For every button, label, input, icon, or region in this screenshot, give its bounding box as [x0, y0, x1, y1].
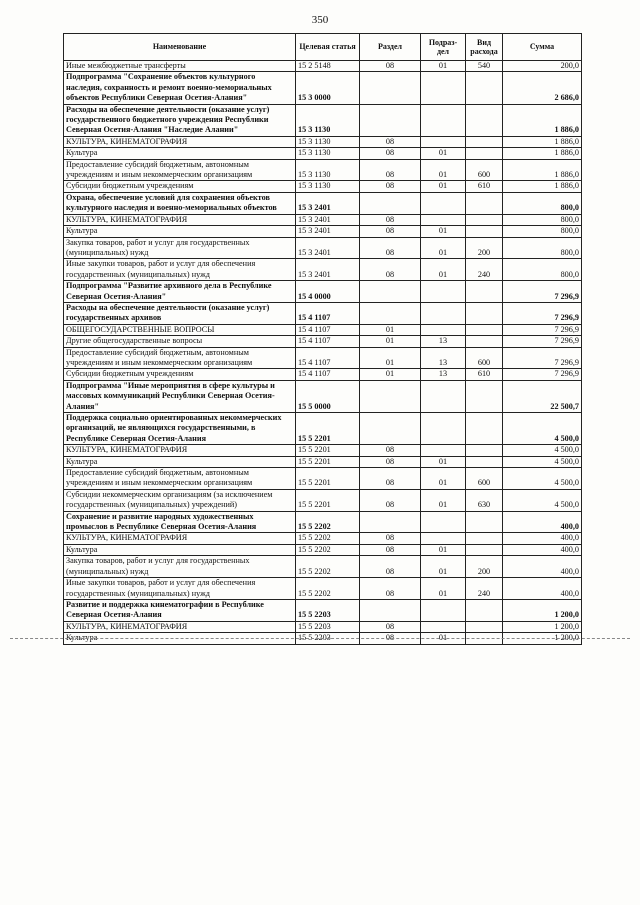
cell-expense-type — [466, 72, 503, 104]
cell-section: 08 — [360, 621, 421, 632]
cell-code: 15 5 2202 — [296, 556, 360, 578]
cell-section: 08 — [360, 136, 421, 147]
cell-expense-type — [466, 533, 503, 544]
cell-subsection — [421, 599, 466, 621]
header-name: Наименование — [64, 34, 296, 61]
table-row — [64, 259, 582, 281]
table-row — [64, 281, 582, 303]
cell-section — [360, 599, 421, 621]
cell-expense-type — [466, 380, 503, 412]
cell-code: 15 3 1130 — [296, 159, 360, 181]
cell-section: 08 — [360, 556, 421, 578]
cell-code: 15 5 2203 — [296, 621, 360, 632]
cell-subsection: 13 — [421, 369, 466, 380]
cell-amount: 2 686,0 — [503, 72, 582, 104]
cell-section: 08 — [360, 259, 421, 281]
cell-section: 08 — [360, 489, 421, 511]
cell-amount: 1 200,0 — [503, 599, 582, 621]
cell-expense-type: 610 — [466, 369, 503, 380]
cell-subsection — [421, 380, 466, 412]
cell-amount: 1 886,0 — [503, 159, 582, 181]
cell-subsection: 01 — [421, 468, 466, 490]
cell-code: 15 3 1130 — [296, 181, 360, 192]
cell-subsection — [421, 511, 466, 533]
cell-name: Субсидии бюджетным учреждениям — [64, 181, 296, 192]
cell-subsection: 13 — [421, 347, 466, 369]
table-row — [64, 192, 582, 214]
cell-section: 01 — [360, 324, 421, 335]
table-row — [64, 159, 582, 181]
cell-amount: 1 886,0 — [503, 148, 582, 159]
cell-expense-type: 200 — [466, 556, 503, 578]
cell-code: 15 4 1107 — [296, 336, 360, 347]
cell-amount: 800,0 — [503, 226, 582, 237]
cell-expense-type — [466, 456, 503, 467]
cell-name: ОБЩЕГОСУДАРСТВЕННЫЕ ВОПРОСЫ — [64, 324, 296, 335]
table-row — [64, 181, 582, 192]
cell-amount: 4 500,0 — [503, 468, 582, 490]
cell-code: 15 5 2202 — [296, 533, 360, 544]
cell-subsection — [421, 324, 466, 335]
cell-expense-type: 240 — [466, 259, 503, 281]
table-body — [64, 61, 582, 645]
cell-amount: 1 886,0 — [503, 181, 582, 192]
cell-section: 01 — [360, 347, 421, 369]
table-row — [64, 380, 582, 412]
table-row — [64, 237, 582, 259]
cell-amount: 7 296,9 — [503, 336, 582, 347]
header-subsection: Подраз-дел — [421, 34, 466, 61]
cell-name: Другие общегосударственные вопросы — [64, 336, 296, 347]
cell-name: Подпрограмма "Иные мероприятия в сфере культуры и массовых коммуникаций Республики Северная Осетия-Алания" — [64, 380, 296, 412]
budget-table — [63, 33, 582, 645]
cell-section: 08 — [360, 533, 421, 544]
cell-amount: 400,0 — [503, 578, 582, 600]
cell-subsection — [421, 621, 466, 632]
cell-name: Предоставление субсидий бюджетным, автономным учреждениям и иным некоммерческим организациям — [64, 468, 296, 490]
cell-subsection — [421, 104, 466, 136]
cell-subsection: 01 — [421, 544, 466, 555]
cell-code: 15 3 1130 — [296, 148, 360, 159]
cell-amount: 1 886,0 — [503, 104, 582, 136]
cell-name: Закупка товаров, работ и услуг для государственных (муниципальных) нужд — [64, 556, 296, 578]
cell-name: Иные межбюджетные трансферты — [64, 61, 296, 72]
cell-expense-type — [466, 544, 503, 555]
cell-subsection: 01 — [421, 237, 466, 259]
cell-amount: 400,0 — [503, 511, 582, 533]
cell-amount: 800,0 — [503, 259, 582, 281]
cell-amount: 400,0 — [503, 544, 582, 555]
cell-section — [360, 380, 421, 412]
cell-name: Предоставление субсидий бюджетным, автономным учреждениям и иным некоммерческим организациям — [64, 159, 296, 181]
cell-name: Предоставление субсидий бюджетным, автономным учреждениям и иным некоммерческим организациям — [64, 347, 296, 369]
cell-name: КУЛЬТУРА, КИНЕМАТОГРАФИЯ — [64, 621, 296, 632]
cell-name: Расходы на обеспечение деятельности (оказание услуг) государственного бюджетного учреждения Республики Северная Осетия-Алания "Наследие Алании" — [64, 104, 296, 136]
header-section: Раздел — [360, 34, 421, 61]
header-expense-type: Вид расхода — [466, 34, 503, 61]
cell-section: 01 — [360, 369, 421, 380]
cell-code: 15 3 2401 — [296, 237, 360, 259]
cell-expense-type: 600 — [466, 159, 503, 181]
cell-amount: 1 200,0 — [503, 621, 582, 632]
cell-code: 15 4 1107 — [296, 347, 360, 369]
cell-subsection — [421, 192, 466, 214]
cell-subsection — [421, 214, 466, 225]
cell-code: 15 3 2401 — [296, 214, 360, 225]
header-amount: Сумма — [503, 34, 582, 61]
table-row — [64, 324, 582, 335]
cell-subsection: 01 — [421, 633, 466, 644]
cell-expense-type: 600 — [466, 468, 503, 490]
table-row — [64, 511, 582, 533]
cell-section — [360, 72, 421, 104]
cell-subsection: 01 — [421, 181, 466, 192]
table-row — [64, 226, 582, 237]
cell-subsection: 01 — [421, 226, 466, 237]
cell-name: Культура — [64, 544, 296, 555]
table-row — [64, 61, 582, 72]
cell-expense-type: 240 — [466, 578, 503, 600]
cell-expense-type — [466, 281, 503, 303]
header-row — [64, 34, 582, 61]
table-row — [64, 621, 582, 632]
cell-expense-type: 630 — [466, 489, 503, 511]
cell-code: 15 3 2401 — [296, 259, 360, 281]
cell-name: КУЛЬТУРА, КИНЕМАТОГРАФИЯ — [64, 445, 296, 456]
cell-expense-type — [466, 413, 503, 445]
cell-name: КУЛЬТУРА, КИНЕМАТОГРАФИЯ — [64, 533, 296, 544]
cell-expense-type — [466, 226, 503, 237]
cell-code: 15 5 2203 — [296, 599, 360, 621]
cell-expense-type — [466, 445, 503, 456]
cell-section: 08 — [360, 226, 421, 237]
cell-amount: 400,0 — [503, 533, 582, 544]
table-row — [64, 148, 582, 159]
cell-amount: 4 500,0 — [503, 413, 582, 445]
cell-subsection — [421, 302, 466, 324]
page-number: 350 — [311, 14, 329, 26]
cell-name: Сохранение и развитие народных художественных промыслов в Республике Северная Осетия-Алания — [64, 511, 296, 533]
cell-code: 15 5 2202 — [296, 578, 360, 600]
cell-amount: 7 296,9 — [503, 324, 582, 335]
table-row — [64, 369, 582, 380]
cell-expense-type — [466, 599, 503, 621]
cell-expense-type: 600 — [466, 347, 503, 369]
cell-amount: 4 500,0 — [503, 445, 582, 456]
cell-code: 15 4 1107 — [296, 369, 360, 380]
cell-code: 15 3 2401 — [296, 226, 360, 237]
cell-name: Развитие и поддержка кинематографии в Республике Северная Осетия-Алания — [64, 599, 296, 621]
cell-subsection: 01 — [421, 456, 466, 467]
cell-subsection: 13 — [421, 336, 466, 347]
table-row — [64, 214, 582, 225]
cell-section: 08 — [360, 544, 421, 555]
cell-section — [360, 104, 421, 136]
cell-expense-type — [466, 104, 503, 136]
cell-code: 15 5 2202 — [296, 544, 360, 555]
cell-subsection: 01 — [421, 159, 466, 181]
cell-code: 15 3 0000 — [296, 72, 360, 104]
cell-subsection: 01 — [421, 148, 466, 159]
cell-section — [360, 302, 421, 324]
table-row — [64, 336, 582, 347]
cell-name: Расходы на обеспечение деятельности (оказание услуг) государственных архивов — [64, 302, 296, 324]
cell-name: Иные закупки товаров, работ и услуг для обеспечения государственных (муниципальных) нужд — [64, 259, 296, 281]
cell-amount: 800,0 — [503, 237, 582, 259]
cell-subsection: 01 — [421, 489, 466, 511]
cell-section: 08 — [360, 456, 421, 467]
cell-amount: 4 500,0 — [503, 456, 582, 467]
cell-amount: 800,0 — [503, 192, 582, 214]
cell-expense-type: 540 — [466, 61, 503, 72]
cell-amount: 7 296,9 — [503, 281, 582, 303]
table-row — [64, 599, 582, 621]
cell-amount: 400,0 — [503, 556, 582, 578]
table-row — [64, 104, 582, 136]
cell-name: Поддержка социально ориентированных некоммерческих организаций, не являющихся государственными, в Республике Северная Осетия-Алания — [64, 413, 296, 445]
cell-name: Культура — [64, 226, 296, 237]
cell-section — [360, 281, 421, 303]
header-code: Целевая статья — [296, 34, 360, 61]
cell-section: 08 — [360, 578, 421, 600]
cell-expense-type — [466, 148, 503, 159]
cell-code: 15 4 1107 — [296, 302, 360, 324]
cell-code: 15 5 2201 — [296, 489, 360, 511]
cell-code: 15 5 2201 — [296, 468, 360, 490]
table-row — [64, 302, 582, 324]
cell-expense-type — [466, 621, 503, 632]
cell-code: 15 3 2401 — [296, 192, 360, 214]
cell-code: 15 5 2201 — [296, 456, 360, 467]
cell-name: Культура — [64, 456, 296, 467]
cell-code: 15 5 2201 — [296, 445, 360, 456]
cell-name: Подпрограмма "Развитие архивного дела в Республике Северная Осетия-Алания" — [64, 281, 296, 303]
cell-code: 15 3 1130 — [296, 104, 360, 136]
cell-subsection: 01 — [421, 556, 466, 578]
cell-subsection — [421, 533, 466, 544]
table-row — [64, 533, 582, 544]
cell-section: 08 — [360, 633, 421, 644]
table-row — [64, 489, 582, 511]
cell-name: Субсидии бюджетным учреждениям — [64, 369, 296, 380]
cell-expense-type — [466, 302, 503, 324]
cell-section: 08 — [360, 61, 421, 72]
cell-code: 15 5 2201 — [296, 413, 360, 445]
cell-subsection: 01 — [421, 259, 466, 281]
cell-expense-type — [466, 336, 503, 347]
cell-name: Иные закупки товаров, работ и услуг для обеспечения государственных (муниципальных) нужд — [64, 578, 296, 600]
cell-code: 15 5 2202 — [296, 511, 360, 533]
cell-name: Подпрограмма "Сохранение объектов культурного наследия, сохранность и ремонт военно-мемориальных объектов Республики Северная Осетия-Алания" — [64, 72, 296, 104]
cell-expense-type: 610 — [466, 181, 503, 192]
cell-amount: 200,0 — [503, 61, 582, 72]
cell-expense-type — [466, 192, 503, 214]
cell-section: 08 — [360, 237, 421, 259]
cell-name: Культура — [64, 148, 296, 159]
cell-name: Субсидии некоммерческим организациям (за исключением государственных (муниципальных) учреждений) — [64, 489, 296, 511]
cell-amount: 800,0 — [503, 214, 582, 225]
cell-code: 15 4 1107 — [296, 324, 360, 335]
cell-section — [360, 192, 421, 214]
cell-subsection — [421, 413, 466, 445]
cell-section — [360, 413, 421, 445]
cell-amount: 7 296,9 — [503, 302, 582, 324]
cell-expense-type — [466, 324, 503, 335]
cell-subsection: 01 — [421, 61, 466, 72]
table-row — [64, 456, 582, 467]
table-row — [64, 578, 582, 600]
cell-code: 15 4 0000 — [296, 281, 360, 303]
cell-name: КУЛЬТУРА, КИНЕМАТОГРАФИЯ — [64, 136, 296, 147]
table-row — [64, 445, 582, 456]
cell-section: 08 — [360, 445, 421, 456]
cell-code: 15 2 5148 — [296, 61, 360, 72]
table-row — [64, 556, 582, 578]
cell-section: 08 — [360, 468, 421, 490]
cell-expense-type — [466, 214, 503, 225]
cell-amount: 7 296,9 — [503, 347, 582, 369]
cell-name: Охрана, обеспечение условий для сохранения объектов культурного наследия и военно-мемориальных объектов — [64, 192, 296, 214]
cell-subsection — [421, 281, 466, 303]
cell-expense-type: 200 — [466, 237, 503, 259]
cell-code: 15 5 0000 — [296, 380, 360, 412]
table-row — [64, 544, 582, 555]
cell-expense-type — [466, 511, 503, 533]
cell-code: 15 5 2203 — [296, 633, 360, 644]
cell-subsection — [421, 136, 466, 147]
table-row — [64, 136, 582, 147]
cell-code: 15 3 1130 — [296, 136, 360, 147]
table-row — [64, 347, 582, 369]
cell-name: Закупка товаров, работ и услуг для государственных (муниципальных) нужд — [64, 237, 296, 259]
cell-section: 01 — [360, 336, 421, 347]
table-row — [64, 72, 582, 104]
cell-amount: 7 296,9 — [503, 369, 582, 380]
cell-subsection — [421, 72, 466, 104]
cell-amount: 22 500,7 — [503, 380, 582, 412]
cell-expense-type — [466, 136, 503, 147]
cell-subsection — [421, 445, 466, 456]
cell-amount: 1 886,0 — [503, 136, 582, 147]
scan-artifact-line — [10, 638, 630, 639]
cell-section: 08 — [360, 181, 421, 192]
cell-name: Культура — [64, 633, 296, 644]
cell-section: 08 — [360, 214, 421, 225]
cell-subsection: 01 — [421, 578, 466, 600]
cell-name: КУЛЬТУРА, КИНЕМАТОГРАФИЯ — [64, 214, 296, 225]
cell-amount: 1 200,0 — [503, 633, 582, 644]
cell-section: 08 — [360, 159, 421, 181]
table-row — [64, 468, 582, 490]
cell-section — [360, 511, 421, 533]
cell-section: 08 — [360, 148, 421, 159]
table-row — [64, 413, 582, 445]
cell-amount: 4 500,0 — [503, 489, 582, 511]
